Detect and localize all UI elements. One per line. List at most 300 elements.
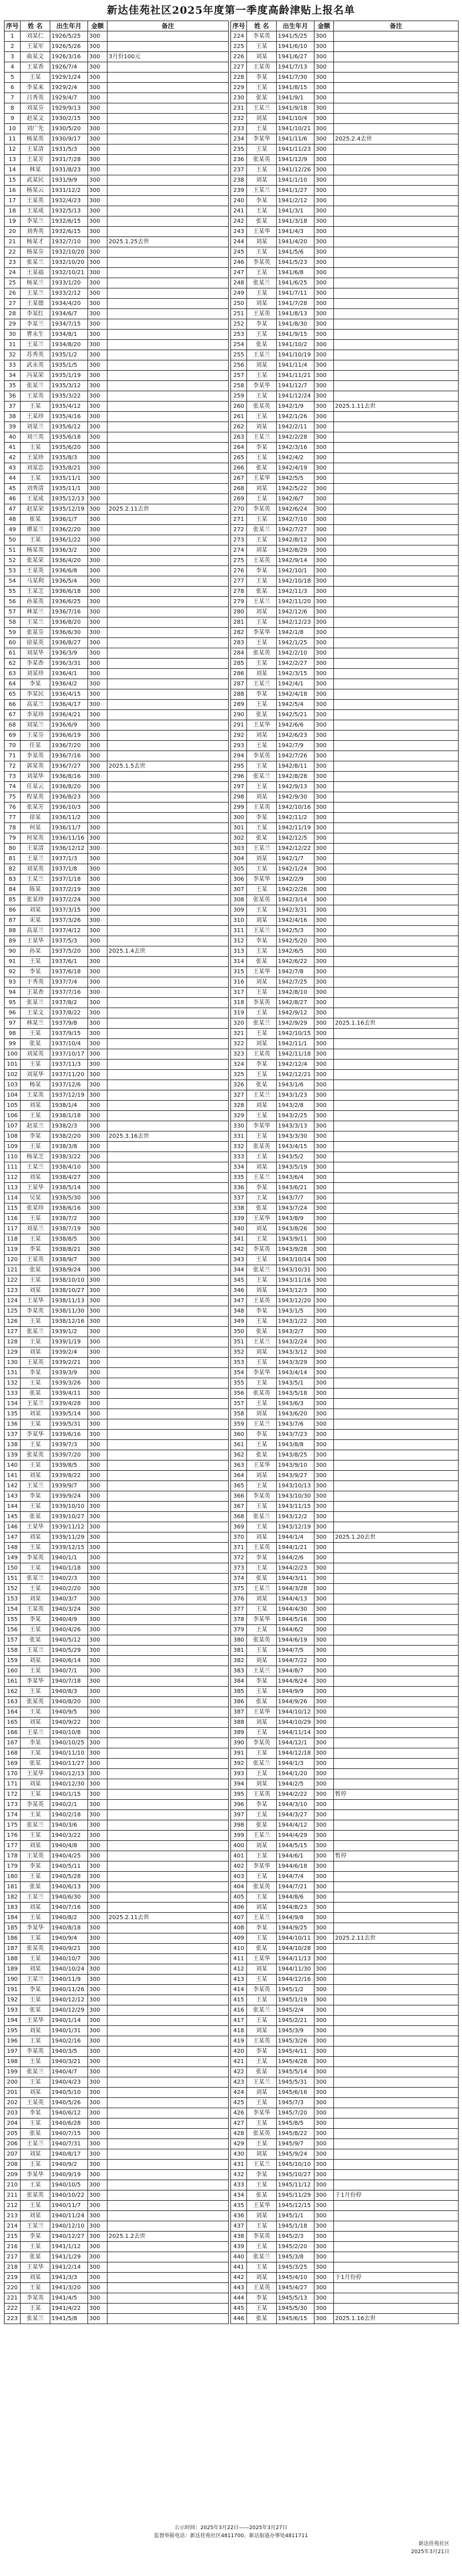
cell-note [334, 1440, 459, 1450]
table-row [5, 1779, 459, 1789]
cell-name: 谭某兰 [21, 525, 50, 535]
cell-amount: 300 [314, 268, 334, 278]
cell-amount: 300 [314, 1029, 334, 1039]
cell-note [334, 1522, 459, 1532]
cell-name: 程某英 [21, 792, 50, 803]
cell-birth: 1944/8/24 [277, 1676, 314, 1687]
cell-name: 刘某 [247, 237, 277, 247]
cell-note [107, 31, 229, 42]
cell-name: 李某英 [247, 258, 277, 268]
table-row [5, 1563, 459, 1574]
cell-name: 张某 [247, 1203, 277, 1214]
cell-no: 316 [231, 977, 247, 988]
cell-no: 262 [231, 422, 247, 432]
table-row [5, 1111, 459, 1121]
cell-amount: 300 [314, 1491, 334, 1502]
cell-birth: 1945/3/9 [277, 2026, 314, 2036]
cell-no: 230 [231, 93, 247, 103]
cell-no: 245 [231, 247, 247, 258]
cell-birth: 1944/5/16 [277, 1615, 314, 1625]
cell-birth: 1940/1/1 [50, 1553, 88, 1563]
cell-name: 王某 [247, 145, 277, 155]
table-row [5, 52, 459, 62]
cell-note: 2025.1.2去世 [107, 2232, 229, 2242]
cell-name: 刘某华 [21, 648, 50, 659]
cell-name: 李某华 [247, 1861, 277, 1872]
cell-birth: 1938/2/3 [50, 1121, 88, 1131]
table-row [5, 1275, 459, 1286]
cell-no: 386 [231, 1697, 247, 1707]
cell-amount: 300 [314, 617, 334, 628]
cell-note [107, 659, 229, 669]
cell-name: 王某英 [21, 1851, 50, 1861]
cell-name: 李某华 [247, 381, 277, 391]
cell-note [107, 1718, 229, 1728]
cell-amount: 300 [88, 597, 107, 607]
cell-birth: 1944/6/19 [277, 1635, 314, 1646]
cell-amount: 300 [88, 1389, 107, 1399]
table-row [5, 453, 459, 463]
cell-amount: 300 [314, 998, 334, 1008]
cell-note [334, 998, 459, 1008]
cell-amount: 300 [314, 751, 334, 761]
cell-amount: 300 [314, 1892, 334, 1903]
cell-note [107, 258, 229, 268]
cell-no: 362 [231, 1450, 247, 1460]
cell-name: 王某兰 [247, 1337, 277, 1347]
cell-birth: 1935/3/22 [50, 391, 88, 402]
cell-no: 403 [231, 1872, 247, 1882]
cell-note [107, 874, 229, 885]
cell-birth: 1942/8/27 [277, 998, 314, 1008]
cell-name: 李某 [247, 73, 277, 83]
cell-name: 王某 [21, 2242, 50, 2252]
cell-birth: 1938/1/4 [50, 1101, 88, 1111]
cell-birth: 1942/8/11 [277, 761, 314, 772]
cell-no: 183 [5, 1903, 21, 1913]
cell-note [334, 1748, 459, 1759]
table-row [5, 525, 459, 535]
cell-name: 王某 [247, 576, 277, 587]
cell-amount: 300 [314, 1399, 334, 1409]
cell-name: 王某英 [247, 2283, 277, 2293]
table-row [5, 278, 459, 288]
cell-no: 159 [5, 1656, 21, 1666]
cell-note [334, 700, 459, 710]
cell-name: 刘某仁 [21, 31, 50, 42]
cell-no: 352 [231, 1347, 247, 1358]
cell-name: 王某英 [247, 556, 277, 566]
cell-no: 47 [5, 504, 21, 515]
cell-name: 张某英 [247, 1882, 277, 1892]
cell-name: 李某 [247, 689, 277, 700]
cell-no: 40 [5, 432, 21, 443]
cell-no: 336 [231, 1183, 247, 1193]
cell-birth: 1940/2/3 [50, 1574, 88, 1584]
cell-no: 206 [5, 2139, 21, 2149]
cell-birth: 1940/10/7 [50, 1954, 88, 1964]
cell-no: 375 [231, 1584, 247, 1594]
cell-birth: 1938/5/14 [50, 1183, 88, 1193]
cell-amount: 300 [88, 607, 107, 617]
cell-note [334, 2098, 459, 2108]
cell-birth: 1942/3/31 [277, 905, 314, 916]
cell-birth: 1931/5/3 [50, 145, 88, 155]
cell-note: 2025.1.5去世 [107, 761, 229, 772]
cell-note [107, 1060, 229, 1070]
cell-birth: 1945/5/13 [277, 2293, 314, 2304]
cell-no: 217 [5, 2252, 21, 2262]
cell-birth: 1942/4/1 [277, 679, 314, 689]
cell-note [107, 1903, 229, 1913]
cell-note [107, 2047, 229, 2057]
cell-birth: 1941/12/24 [277, 391, 314, 402]
cell-note [334, 1954, 459, 1964]
header-no: 序号 [5, 21, 21, 31]
cell-note [334, 1296, 459, 1306]
cell-name: 杨某兰 [21, 278, 50, 288]
cell-note [334, 1008, 459, 1018]
cell-birth: 1942/1/26 [277, 412, 314, 422]
cell-note [107, 412, 229, 422]
cell-note: 2025.1.20去世 [334, 1532, 459, 1543]
cell-name: 刘某 [247, 2273, 277, 2283]
cell-birth: 1941/6/25 [277, 278, 314, 288]
cell-amount: 300 [88, 1152, 107, 1162]
cell-no: 144 [5, 1502, 21, 1512]
cell-no: 269 [231, 494, 247, 504]
cell-birth: 1932/4/23 [50, 196, 88, 206]
cell-birth: 1926/3/16 [50, 52, 88, 62]
cell-note [107, 145, 229, 155]
table-row [5, 813, 459, 823]
cell-no: 333 [231, 1152, 247, 1162]
cell-birth: 1943/9/10 [277, 1460, 314, 1471]
cell-name: 王某 [247, 1975, 277, 1985]
cell-no: 135 [5, 1409, 21, 1419]
cell-no: 383 [231, 1666, 247, 1676]
table-row [5, 165, 459, 175]
cell-note [107, 484, 229, 494]
cell-name: 任某 [21, 741, 50, 751]
cell-no: 129 [5, 1347, 21, 1358]
cell-birth: 1943/3/29 [277, 1358, 314, 1368]
cell-name: 王某 [247, 1275, 277, 1286]
cell-note [107, 864, 229, 874]
table-row [5, 1522, 459, 1532]
cell-note [334, 772, 459, 782]
cell-note [107, 988, 229, 998]
cell-amount: 300 [314, 874, 334, 885]
cell-name: 王某 [21, 1666, 50, 1676]
cell-name: 王某华 [247, 1954, 277, 1964]
cell-birth: 1936/6/25 [50, 597, 88, 607]
cell-note [334, 813, 459, 823]
cell-birth: 1940/11/7 [50, 2201, 88, 2211]
cell-name: 王某兰 [247, 597, 277, 607]
cell-note [334, 309, 459, 319]
cell-amount: 300 [314, 1368, 334, 1378]
cell-name: 刘某华 [21, 772, 50, 782]
cell-no: 98 [5, 1029, 21, 1039]
cell-amount: 300 [88, 525, 107, 535]
cell-note [107, 1306, 229, 1317]
cell-no: 26 [5, 288, 21, 299]
cell-no: 328 [231, 1101, 247, 1111]
cell-no: 102 [5, 1070, 21, 1080]
cell-amount: 300 [314, 2211, 334, 2221]
cell-no: 358 [231, 1409, 247, 1419]
cell-birth: 1943/1/23 [277, 1090, 314, 1101]
cell-no: 225 [231, 42, 247, 52]
cell-no: 73 [5, 772, 21, 782]
cell-note [107, 1008, 229, 1018]
cell-amount: 300 [88, 350, 107, 360]
cell-birth: 1944/10/29 [277, 1718, 314, 1728]
cell-birth: 1945/3/26 [277, 2036, 314, 2047]
cell-note [107, 916, 229, 926]
cell-name: 李某英 [247, 1985, 277, 1995]
cell-no: 235 [231, 145, 247, 155]
cell-name: 王某 [247, 617, 277, 628]
cell-note [334, 792, 459, 803]
cell-no: 55 [5, 587, 21, 597]
table-row [5, 2252, 459, 2262]
cell-no: 81 [5, 854, 21, 864]
table-row [5, 689, 459, 700]
cell-no: 272 [231, 525, 247, 535]
cell-name: 王某 [247, 535, 277, 545]
cell-birth: 1940/12/12 [50, 1995, 88, 2005]
cell-note [334, 1317, 459, 1327]
cell-no: 426 [231, 2108, 247, 2118]
cell-birth: 1941/11/23 [277, 145, 314, 155]
cell-note [107, 1892, 229, 1903]
table-row [5, 648, 459, 659]
cell-note [107, 1162, 229, 1173]
cell-birth: 1935/1/2 [50, 350, 88, 360]
cell-note [107, 792, 229, 803]
cell-birth: 1943/3/30 [277, 1131, 314, 1142]
cell-amount: 300 [88, 227, 107, 237]
cell-name: 马某利 [21, 576, 50, 587]
table-row [5, 268, 459, 278]
cell-amount: 300 [88, 2252, 107, 2262]
cell-note [107, 2283, 229, 2293]
cell-amount: 300 [314, 1471, 334, 1481]
cell-name: 刘某 [21, 2211, 50, 2221]
cell-note [334, 1728, 459, 1738]
cell-birth: 1935/4/12 [50, 402, 88, 412]
cell-note [107, 1964, 229, 1975]
cell-birth: 1938/8/5 [50, 1234, 88, 1245]
report-phone: 监督举报电话：新达佳苑社区4811700、新达街道办事处4811711 [154, 2533, 308, 2539]
cell-name: 王某 [21, 1933, 50, 1944]
cell-no: 356 [231, 1389, 247, 1399]
cell-name: 王某 [247, 1255, 277, 1265]
cell-birth: 1940/12/29 [50, 2005, 88, 2016]
cell-no: 8 [5, 103, 21, 114]
cell-note [107, 998, 229, 1008]
cell-name: 刘秀清 [21, 484, 50, 494]
cell-birth: 1942/6/6 [277, 720, 314, 731]
table-row [5, 1748, 459, 1759]
cell-no: 444 [231, 2293, 247, 2304]
cell-note [334, 2139, 459, 2149]
cell-birth: 1941/5/23 [277, 258, 314, 268]
cell-note [334, 1892, 459, 1903]
cell-no: 308 [231, 895, 247, 905]
cell-name: 刘某 [247, 1594, 277, 1604]
cell-birth: 1945/1/19 [277, 1995, 314, 2005]
cell-no: 243 [231, 227, 247, 237]
cell-amount: 300 [88, 2057, 107, 2067]
table-row [5, 1214, 459, 1224]
cell-name: 刘某 [247, 1347, 277, 1358]
cell-note [334, 1553, 459, 1563]
cell-note [107, 1070, 229, 1080]
cell-birth: 1945/11/29 [277, 2190, 314, 2201]
cell-birth: 1945/9/7 [277, 2139, 314, 2149]
cell-no: 344 [231, 1265, 247, 1275]
cell-amount: 300 [88, 2283, 107, 2293]
cell-amount: 300 [88, 2221, 107, 2232]
cell-birth: 1942/8/10 [277, 988, 314, 998]
cell-birth: 1934/4/20 [50, 299, 88, 309]
cell-note [334, 1635, 459, 1646]
cell-name: 王某 [247, 782, 277, 792]
cell-no: 158 [5, 1646, 21, 1656]
cell-amount: 300 [314, 1450, 334, 1460]
cell-name: 刘某珍 [21, 669, 50, 679]
cell-birth: 1942/4/2 [277, 453, 314, 463]
cell-note [334, 278, 459, 288]
cell-no: 101 [5, 1060, 21, 1070]
cell-name: 杨某 [21, 1080, 50, 1090]
table-row [5, 1882, 459, 1892]
cell-amount: 300 [88, 1255, 107, 1265]
cell-amount: 300 [314, 833, 334, 844]
cell-name: 李某 [247, 1306, 277, 1317]
cell-note [107, 720, 229, 731]
cell-name: 郭某英 [21, 761, 50, 772]
cell-no: 301 [231, 823, 247, 833]
cell-no: 134 [5, 1399, 21, 1409]
cell-no: 401 [231, 1851, 247, 1861]
cell-no: 267 [231, 474, 247, 484]
cell-birth: 1940/1/31 [50, 2026, 88, 2036]
table-row [5, 186, 459, 196]
cell-birth: 1943/8/26 [277, 1224, 314, 1234]
cell-birth: 1935/6/12 [50, 422, 88, 432]
table-row [5, 504, 459, 515]
cell-amount: 300 [314, 2190, 334, 2201]
cell-note [334, 93, 459, 103]
cell-amount: 300 [88, 710, 107, 720]
table-row [5, 576, 459, 587]
cell-note [334, 2036, 459, 2047]
cell-name: 王某华 [21, 936, 50, 946]
cell-note [107, 1707, 229, 1718]
cell-no: 50 [5, 535, 21, 545]
cell-no: 354 [231, 1368, 247, 1378]
table-row [5, 607, 459, 617]
cell-name: 王某 [247, 268, 277, 278]
cell-name: 于秀英 [21, 977, 50, 988]
cell-no: 370 [231, 1532, 247, 1543]
table-row [5, 196, 459, 206]
cell-amount: 300 [88, 463, 107, 474]
table-row [5, 1337, 459, 1347]
cell-birth: 1942/1/24 [277, 864, 314, 874]
cell-amount: 300 [88, 216, 107, 227]
cell-name: 刘某 [21, 1347, 50, 1358]
cell-no: 119 [5, 1245, 21, 1255]
cell-birth: 1944/9/26 [277, 1697, 314, 1707]
cell-name: 王某 [247, 659, 277, 669]
cell-amount: 300 [88, 967, 107, 977]
cell-no: 106 [5, 1111, 21, 1121]
cell-birth: 1936/11/7 [50, 823, 88, 833]
cell-amount: 300 [88, 1738, 107, 1748]
cell-name: 王某 [247, 165, 277, 175]
cell-name: 王某英 [247, 1789, 277, 1800]
cell-note [334, 977, 459, 988]
cell-amount: 300 [314, 1995, 334, 2005]
cell-note [334, 1923, 459, 1933]
cell-no: 2 [5, 42, 21, 52]
cell-amount: 300 [314, 340, 334, 350]
cell-name: 王某英 [21, 1604, 50, 1615]
cell-no: 414 [231, 1985, 247, 1995]
cell-no: 441 [231, 2262, 247, 2273]
cell-amount: 300 [314, 360, 334, 371]
cell-birth: 1937/1/3 [50, 854, 88, 864]
table-row [5, 1265, 459, 1275]
cell-amount: 300 [314, 1975, 334, 1985]
cell-note [334, 1142, 459, 1152]
cell-amount: 300 [314, 638, 334, 648]
cell-no: 34 [5, 371, 21, 381]
cell-birth: 1942/5/5 [277, 474, 314, 484]
table-row [5, 1892, 459, 1903]
cell-no: 232 [231, 114, 247, 124]
cell-birth: 1940/10/8 [50, 1728, 88, 1738]
cell-birth: 1940/11/26 [50, 1985, 88, 1995]
cell-name: 刘某 [247, 52, 277, 62]
cell-birth: 1938/2/20 [50, 1131, 88, 1142]
cell-name: 王某兰 [21, 1892, 50, 1903]
cell-birth: 1944/11/30 [277, 1964, 314, 1975]
cell-birth: 1936/11/2 [50, 813, 88, 823]
cell-no: 402 [231, 1861, 247, 1872]
table-row [5, 2088, 459, 2098]
table-row [5, 1553, 459, 1563]
cell-amount: 300 [88, 1101, 107, 1111]
cell-name: 王某 [247, 2139, 277, 2149]
cell-note [334, 1666, 459, 1676]
roster-sheet [4, 21, 458, 2324]
cell-note [334, 1347, 459, 1358]
table-row [5, 2129, 459, 2139]
cell-birth: 1936/8/16 [50, 772, 88, 782]
header-name: 姓 名 [21, 21, 50, 31]
cell-name: 李某华 [247, 628, 277, 638]
cell-birth: 1941/9/18 [277, 103, 314, 114]
cell-no: 51 [5, 545, 21, 556]
cell-note [334, 1913, 459, 1923]
cell-birth: 1938/11/30 [50, 1306, 88, 1317]
